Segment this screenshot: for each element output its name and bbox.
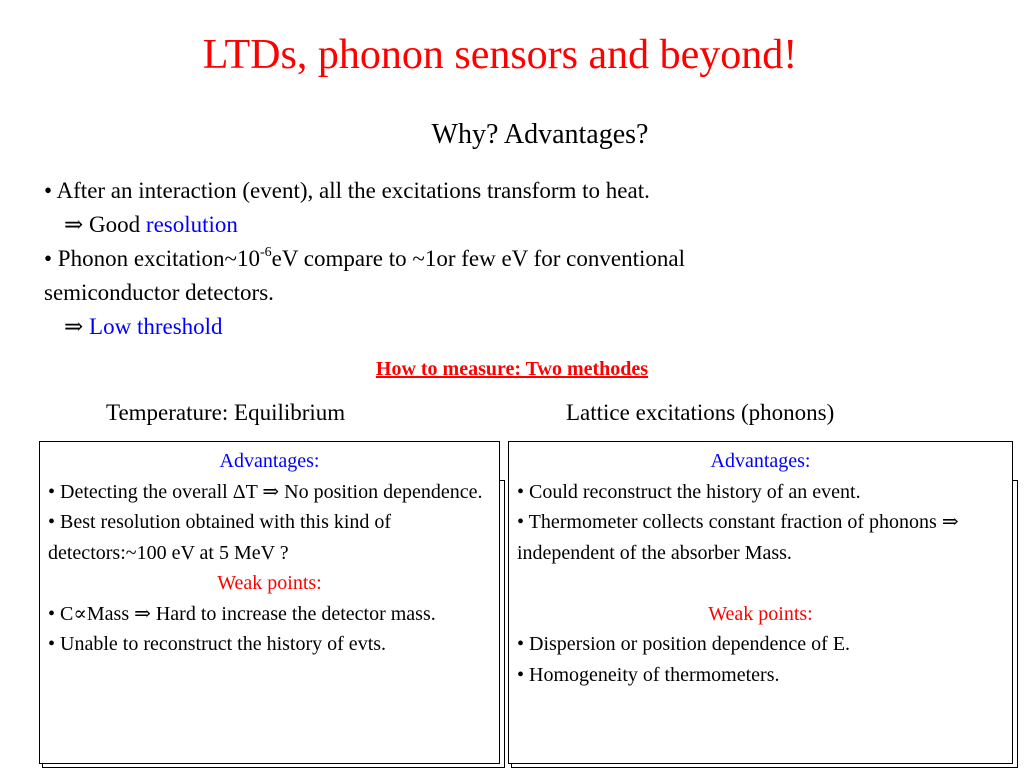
left-weak-label: Weak points:: [217, 572, 322, 594]
right-column-heading: Lattice excitations (phonons): [566, 400, 835, 425]
resolution-highlight: resolution: [145, 212, 238, 237]
spacer: [517, 568, 1004, 599]
section-heading-methods: How to measure: Two methodes: [375, 358, 649, 380]
right-advantage-item: • Thermometer collects constant fraction of phonons ⇒ independent of the absorber Mass.: [517, 511, 959, 564]
right-advantage-item: • Could reconstruct the history of an event.: [517, 480, 861, 503]
right-weak-item: • Homogeneity of thermometers.: [517, 663, 780, 686]
phonon-box: [508, 441, 1013, 764]
right-weak-item: • Dispersion or position dependence of E.: [517, 633, 851, 655]
left-weak-item: • C∝Mass ⇒ Hard to increase the detector mass.: [48, 602, 436, 625]
equilibrium-box: [39, 441, 500, 764]
bullet-resolution: ⇒ Good resolution: [64, 212, 238, 237]
bullet-heat: • After an interaction (event), all the excitations transform to heat.: [44, 178, 650, 203]
right-weak-label: Weak points:: [708, 602, 813, 625]
left-column-heading: Temperature: Equilibrium: [106, 400, 346, 425]
implies-arrow: ⇒: [64, 212, 84, 237]
intro-bullets: [44, 174, 984, 344]
slide-title: LTDs, phonon sensors and beyond!: [202, 32, 798, 78]
left-advantage-item: • Detecting the overall ΔT ⇒ No position dependence.: [48, 480, 483, 503]
implies-arrow: ⇒: [64, 314, 84, 339]
bullet-phonon-excitation: • Phonon $excitation\sim 10^{-6}eV$ compare to ~1or few eV for conventional: [44, 245, 685, 271]
bullet-threshold: [44, 310, 984, 344]
left-advantages-label: Advantages:: [219, 450, 320, 472]
slide-subtitle: Why? Advantages?: [431, 119, 649, 150]
left-advantage-item: • Best resolution obtained with this kind of detectors:~100 eV at 5 MeV ?: [48, 511, 392, 564]
threshold-highlight: Low threshold: [83, 314, 223, 339]
bullet-phonon-continuation: semiconductor detectors.: [44, 280, 274, 305]
left-weak-item: • Unable to reconstruct the history of evts.: [48, 633, 387, 655]
right-advantages-label: Advantages:: [710, 450, 811, 472]
